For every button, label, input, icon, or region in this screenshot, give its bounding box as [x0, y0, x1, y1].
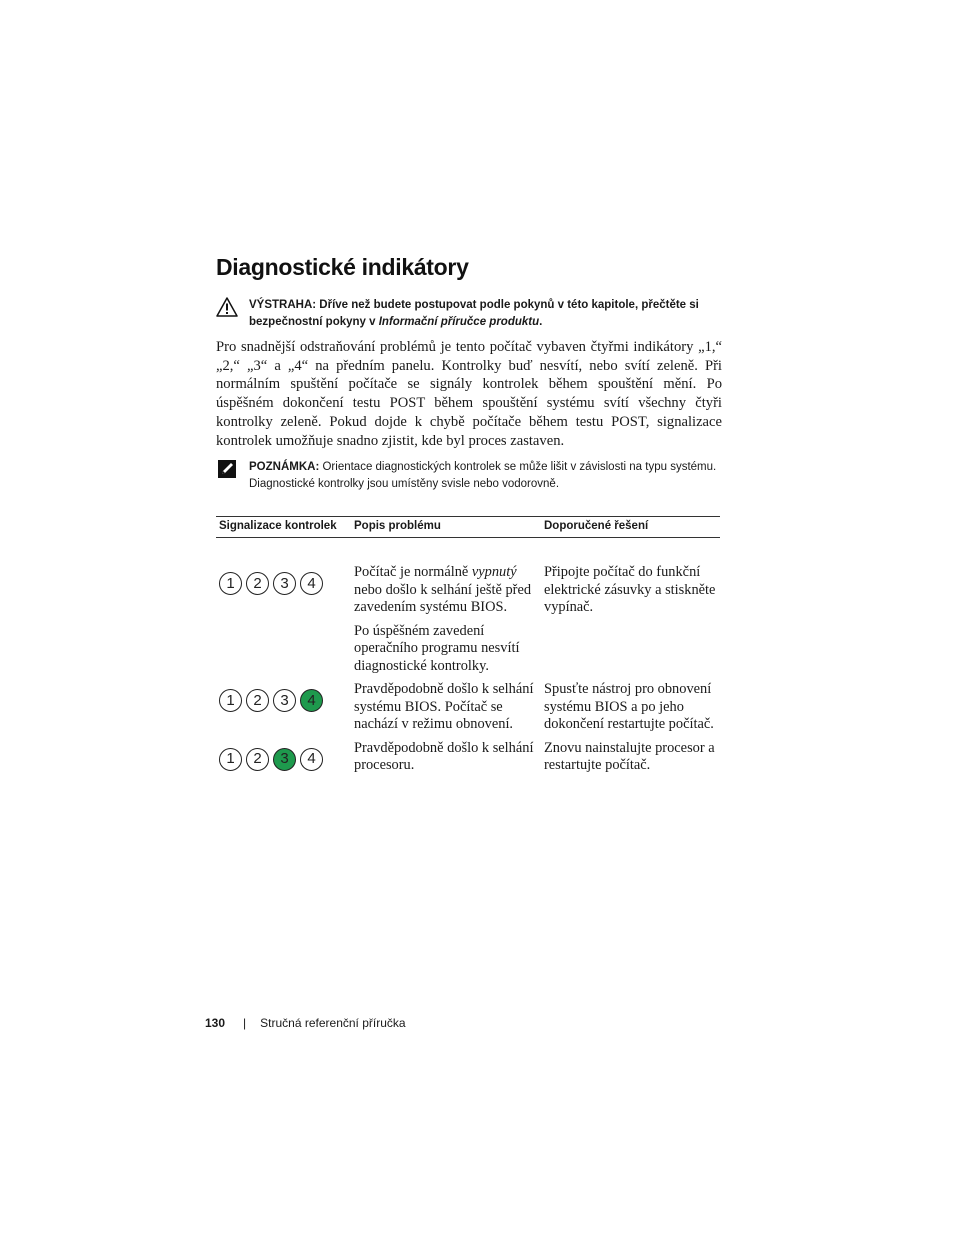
led-indicator-off: 4 — [300, 572, 323, 595]
warning-label: VÝSTRAHA: — [249, 299, 317, 311]
problem-text — [354, 740, 538, 775]
led-pattern-cell — [216, 681, 351, 740]
note-label: POZNÁMKA: — [249, 461, 320, 473]
problem-text-start: Po úspěšném zavedení operačního programu nesvítí diagnostické kontrolky. — [354, 622, 520, 674]
led-indicator-off: 3 — [273, 572, 296, 595]
problem-cell — [351, 538, 541, 623]
led-indicator-off: 2 — [246, 572, 269, 595]
led-indicator-on: 4 — [300, 689, 323, 712]
problem-cell — [351, 681, 541, 740]
led-indicator-off: 1 — [219, 689, 242, 712]
solution-cell — [541, 623, 720, 682]
problem-text — [354, 564, 538, 617]
led-indicator-off: 1 — [219, 572, 242, 595]
note-notice — [216, 459, 726, 493]
footer-separator: | — [243, 1016, 247, 1030]
page-footer — [205, 1016, 406, 1030]
led-indicator-group — [219, 740, 348, 771]
diagnostic-table — [216, 516, 720, 781]
note-text: Orientace diagnostických kontrolek se může lišit v závislosti na typu systému. Diagnostické kontrolky jsou umístěny svisle nebo vodorovně. — [249, 461, 717, 490]
led-indicator-off: 4 — [300, 748, 323, 771]
table-header-row — [216, 517, 720, 538]
table-row — [216, 538, 720, 623]
solution-cell — [541, 538, 720, 623]
led-indicator-off: 1 — [219, 748, 242, 771]
table-row — [216, 681, 720, 740]
problem-text-start: Počítač je normálně — [354, 564, 472, 580]
warning-text-end: . — [539, 316, 543, 328]
warning-text: Dříve než budete postupovat podle pokynů v této kapitole, přečtěte si bezpečnostní pokyny v — [249, 299, 699, 328]
led-indicator-group — [219, 681, 348, 712]
problem-text — [354, 681, 538, 734]
problem-text-start: Pravděpodobně došlo k selhání procesoru. — [354, 739, 534, 773]
intro-paragraph: Pro snadnější odstraňování problémů je tento počítač vybaven čtyřmi indikátory „1,“ „2,“ „3“ a „4“ na předním panelu. Kontrolky buď nesvítí, nebo svítí zeleně. Při normálním spuštění počítače se signály kontrolek během spouštění mění. Po úspěšném dokončení testu POST během spouštění systému svítí všechny čtyři kontrolky zeleně. Pokud dojde k chybě počítače během testu POST, signalizace kontrolek umožňuje snadno zjistit, kde byl proces zastaven. — [216, 339, 722, 449]
problem-cell — [351, 740, 541, 781]
led-indicator-on: 3 — [273, 748, 296, 771]
solution-text: Spusťte nástroj pro obnovení systému BIOS a po jeho dokončení restartujte počítač. — [544, 681, 714, 732]
led-indicator-group — [219, 564, 348, 595]
problem-text — [354, 623, 538, 676]
led-pattern-cell — [216, 538, 351, 623]
led-indicator-off: 3 — [273, 689, 296, 712]
header-led-pattern: Signalizace kontrolek — [216, 517, 351, 538]
footer-book-title: Stručná referenční příručka — [260, 1016, 406, 1030]
problem-emphasis: vypnutý — [471, 564, 517, 580]
table-row — [216, 740, 720, 781]
note-pencil-icon — [216, 459, 238, 485]
led-indicator-off: 2 — [246, 748, 269, 771]
problem-text-start: Pravděpodobně došlo k selhání systému BIOS. Počítač se nachází v režimu obnovení. — [354, 681, 534, 732]
solution-cell — [541, 740, 720, 781]
header-problem: Popis problému — [351, 517, 541, 538]
header-solution: Doporučené řešení — [541, 517, 720, 538]
warning-emphasis: Informační příručce produktu — [378, 316, 540, 328]
warning-notice — [216, 297, 726, 331]
solution-text: Připojte počítač do funkční elektrické zásuvky a stiskněte vypínač. — [544, 564, 716, 615]
table-row — [216, 623, 720, 682]
solution-text: Znovu nainstalujte procesor a restartujte počítač. — [544, 739, 715, 773]
led-pattern-cell — [216, 623, 351, 682]
warning-triangle-icon — [216, 297, 238, 323]
page-number: 130 — [205, 1016, 226, 1030]
problem-text-end: nebo došlo k selhání ještě před zavedením systému BIOS. — [354, 581, 532, 615]
solution-cell — [541, 681, 720, 740]
problem-cell — [351, 623, 541, 682]
led-pattern-cell — [216, 740, 351, 781]
page-title: Diagnostické indikátory — [216, 254, 469, 280]
led-indicator-off: 2 — [246, 689, 269, 712]
